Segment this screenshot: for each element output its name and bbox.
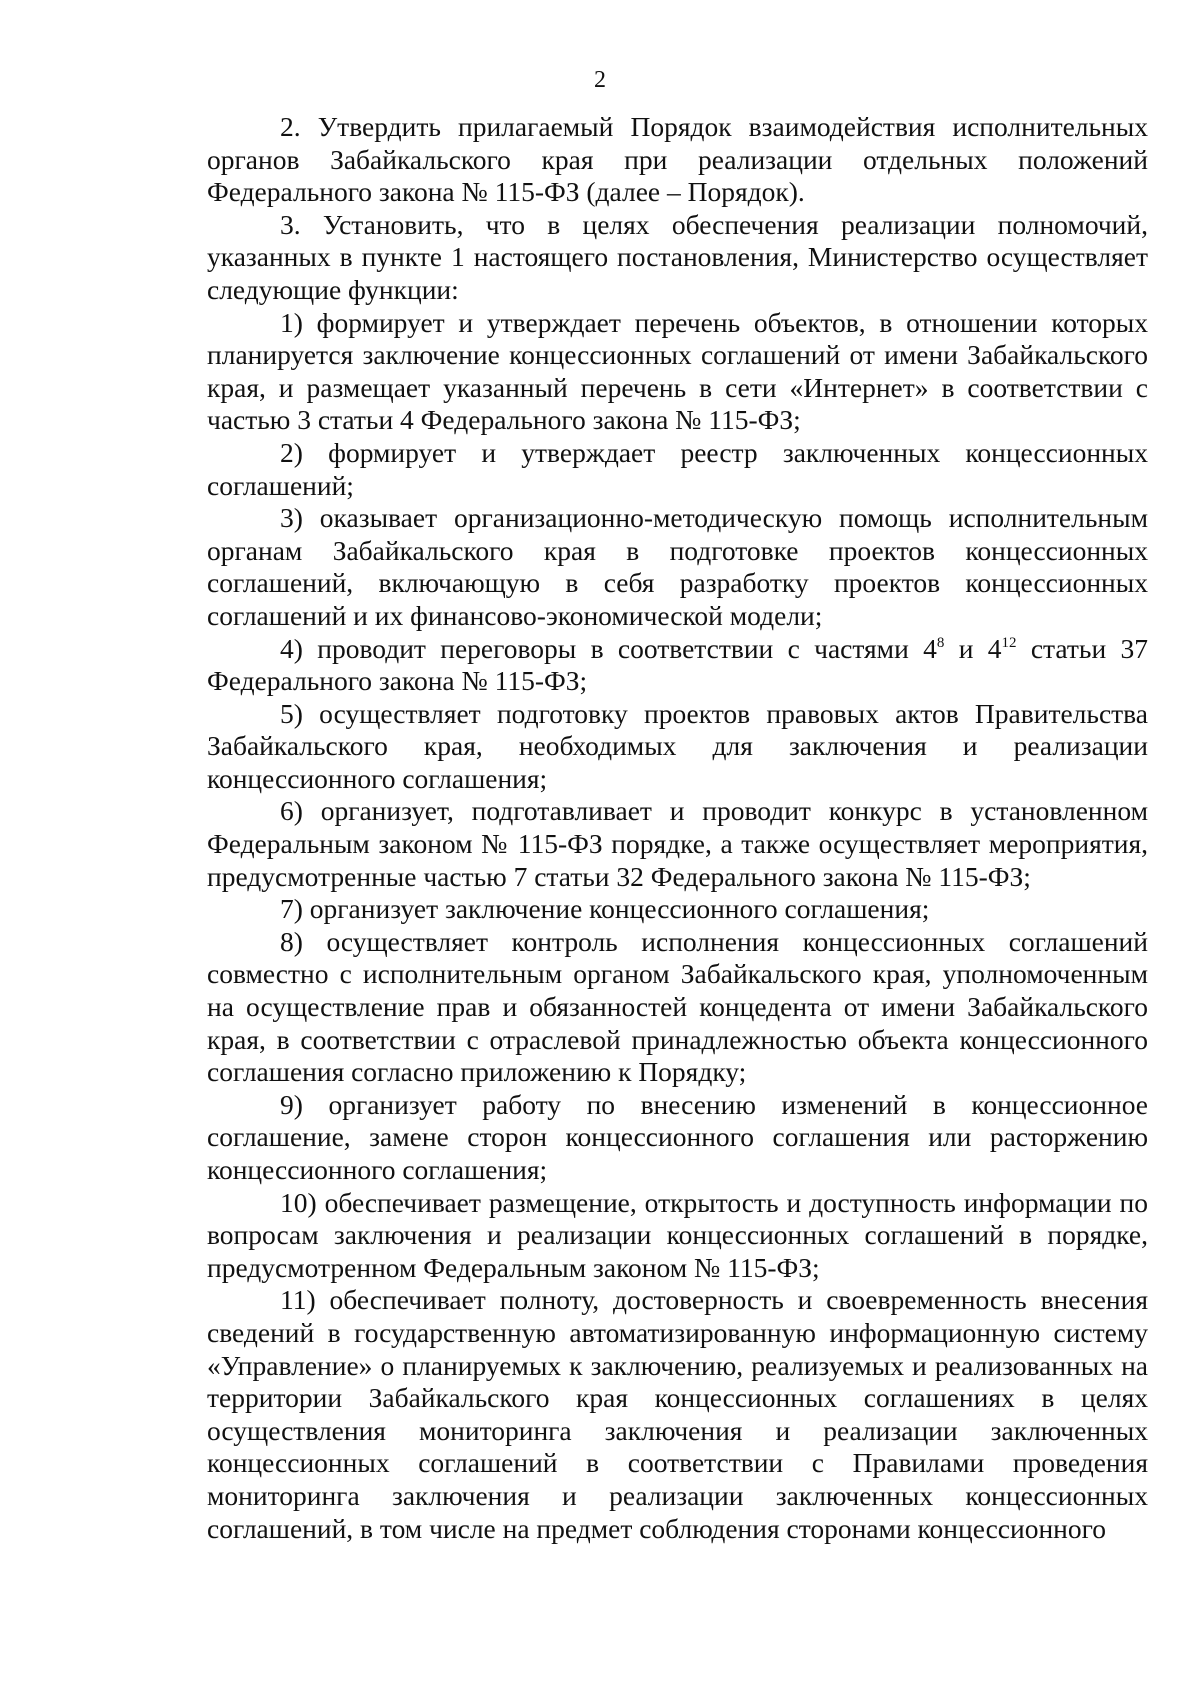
page-number: 2 [594, 67, 606, 93]
document-body [207, 111, 1148, 1545]
paragraph-subitem-6: 6) организует, подготавливает и проводит конкурс в установленном Федеральным законом № 115-ФЗ порядке, а также осуществляет мероприятия, предусмотренные частью 7 статьи 32 Федерального закона № 115-ФЗ; [207, 795, 1148, 892]
paragraph-item-2: 2. Утвердить прилагаемый Порядок взаимодействия исполнительных органов Забайкальского края при реализации отдельных положений Федерального закона № 115-ФЗ (далее – Порядок). [207, 111, 1148, 208]
paragraph-subitem-9: 9) организует работу по внесению изменений в концессионное соглашение, замене сторон концессионного соглашения или расторжению концессионного соглашения; [207, 1088, 1148, 1185]
paragraph-subitem-3: 3) оказывает организационно-методическую помощь исполнительным органам Забайкальского края в подготовке проектов концессионных соглашений, включающую в себя разработку проектов концессионных соглашений и их финансово-экономической модели; [207, 502, 1148, 631]
subitem-4-mid: и 4 [944, 632, 1002, 664]
paragraph-subitem-8: 8) осуществляет контроль исполнения концессионных соглашений совместно с исполнительным органом Забайкальского края, уполномоченным на осуществление прав и обязанностей концедента от имени Забайкальского края, в соответствии с отраслевой принадлежностью объекта концессионного соглашения согласно приложению к Порядку; [207, 925, 1148, 1088]
paragraph-subitem-7: 7) организует заключение концессионного соглашения; [280, 893, 930, 925]
paragraph-subitem-10: 10) обеспечивает размещение, открытость и доступность информации по вопросам заключения и реализации концессионных соглашений в порядке, предусмотренном Федеральным законом № 115-ФЗ; [207, 1186, 1148, 1283]
subitem-4-superscript-b: 12 [1001, 634, 1017, 651]
subitem-4-tail: статьи 37 Федерального закона № 115-ФЗ; [207, 632, 1148, 697]
paragraph-subitem-4 [207, 633, 1148, 698]
subitem-4-superscript-a: 8 [936, 634, 945, 651]
paragraph-subitem-1: 1) формирует и утверждает перечень объектов, в отношении которых планируется заключение концессионных соглашений от имени Забайкальского края, и размещает указанный перечень в сети «Интернет» в соответствии с частью 3 статьи 4 Федерального закона № 115-ФЗ; [207, 306, 1148, 436]
paragraph-item-3: 3. Установить, что в целях обеспечения реализации полномочий, указанных в пункте 1 настоящего постановления, Министерство осуществляет следующие функции: [207, 208, 1148, 305]
subitem-4-lead: 4) проводит переговоры в соответствии с частями 4 [280, 632, 937, 664]
paragraph-subitem-11: 11) обеспечивает полноту, достоверность и своевременность внесения сведений в государственную автоматизированную информационную систему «Управление» о планируемых к заключению, реализуемых и реализованных на территории Забайкальского края концессионных соглашениях в целях осуществления мониторинга заключения и реализации заключенных концессионных соглашений в соответствии с Правилами проведения мониторинга заключения и реализации заключенных концессионных соглашений, в том числе на предмет соблюдения сторонами концессионного [207, 1284, 1148, 1544]
paragraph-subitem-2: 2) формирует и утверждает реестр заключенных концессионных соглашений; [207, 436, 1148, 501]
paragraph-subitem-5: 5) осуществляет подготовку проектов правовых актов Правительства Забайкальского края, необходимых для заключения и реализации концессионного соглашения; [207, 697, 1148, 794]
